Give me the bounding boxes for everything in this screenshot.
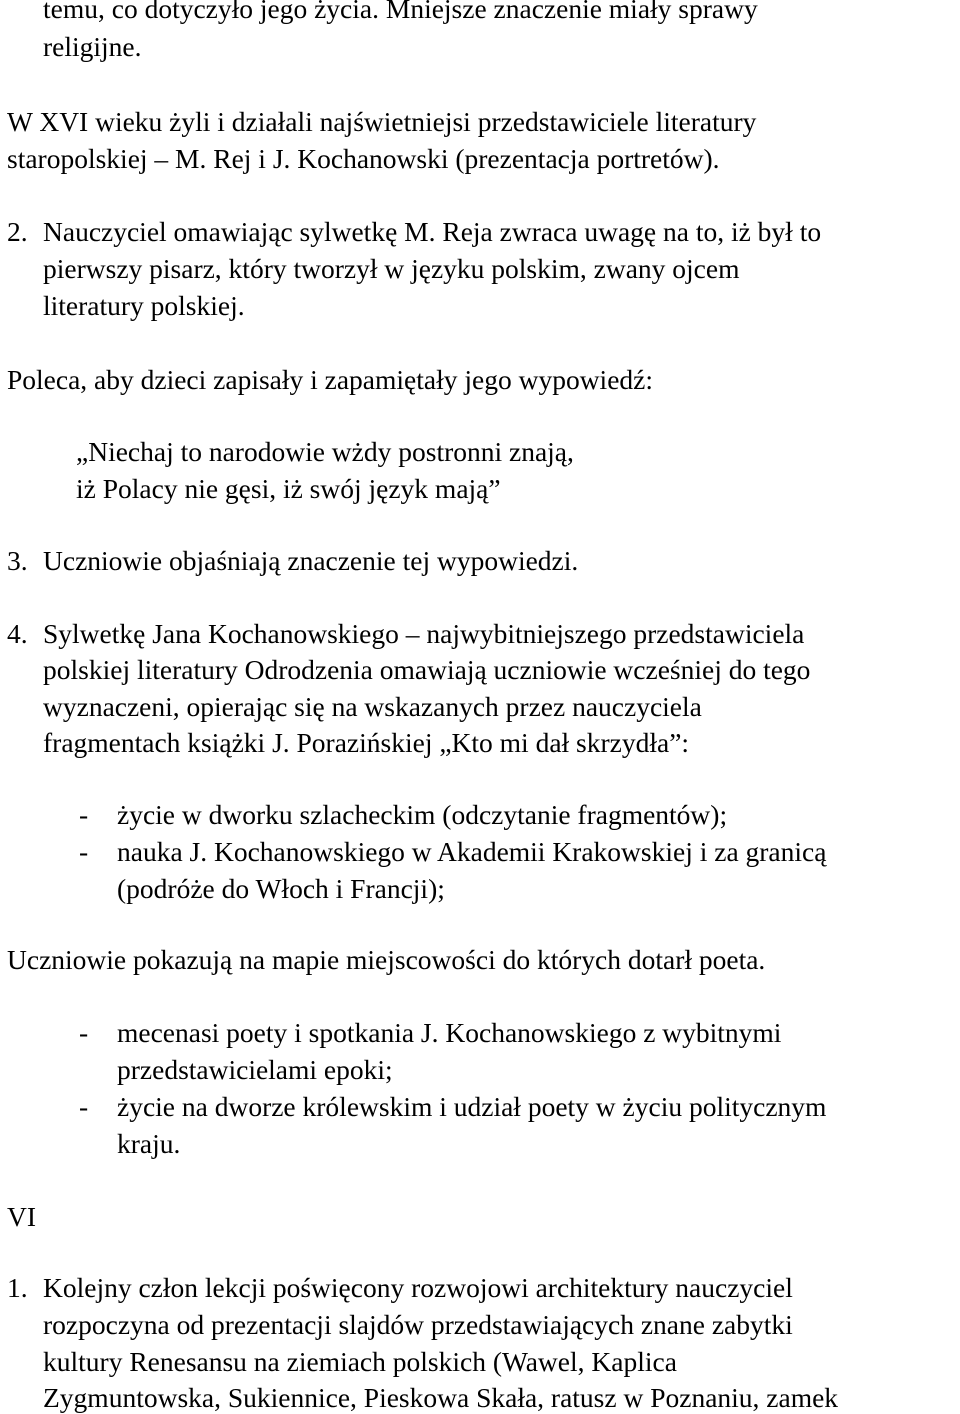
list-item-text: fragmentach książki J. Porazińskiej „Kto mi dał skrzydła”: [43, 727, 690, 758]
bullet-text: przedstawicielami epoki; [117, 1054, 393, 1085]
text-line: staropolskiej – M. Rej i J. Kochanowski (prezentacja portretów). [7, 143, 720, 174]
bullet-dash: - [79, 1017, 89, 1048]
text-line: Uczniowie pokazują na mapie miejscowości do których dotarł poeta. [7, 944, 766, 975]
list-item-text: Uczniowie objaśniają znaczenie tej wypowiedzi. [43, 545, 579, 576]
list-item-text: Zygmuntowska, Sukiennice, Pieskowa Skała, ratusz w Poznaniu, zamek [43, 1382, 839, 1413]
list-item-text: rozpoczyna od prezentacji slajdów przedstawiających znane zabytki [43, 1309, 793, 1340]
text-line: religijne. [43, 31, 142, 62]
list-item-text: Nauczyciel omawiając sylwetkę M. Reja zwraca uwagę na to, iż był to [43, 216, 822, 247]
text-line: W XVI wieku żyli i działali najświetniejsi przedstawiciele literatury [7, 106, 757, 137]
list-item-text: kultury Renesansu na ziemiach polskich (Wawel, Kaplica [43, 1346, 677, 1377]
text-line: Poleca, aby dzieci zapisały i zapamiętały jego wypowiedź: [7, 364, 653, 395]
text-line: temu, co dotyczyło jego życia. Mniejsze znaczenie miały sprawy [43, 0, 758, 24]
bullet-text: mecenasi poety i spotkania J. Kochanowskiego z wybitnymi [117, 1017, 782, 1048]
quote-line: „Niechaj to narodowie wżdy postronni znają, [76, 436, 574, 467]
bullet-text: życie na dworze królewskim i udział poety w życiu politycznym [117, 1091, 827, 1122]
quote-line: iż Polacy nie gęsi, iż swój język mają” [76, 473, 501, 504]
list-number: 4. [7, 618, 28, 649]
bullet-text: (podróże do Włoch i Francji); [117, 873, 445, 904]
list-item-text: Sylwetkę Jana Kochanowskiego – najwybitniejszego przedstawiciela [43, 618, 805, 649]
list-item-text: wyznaczeni, opierając się na wskazanych przez nauczyciela [43, 691, 702, 722]
bullet-dash: - [79, 836, 89, 867]
bullet-text: kraju. [117, 1128, 181, 1159]
bullet-text: nauka J. Kochanowskiego w Akademii Krakowskiej i za granicą [117, 836, 827, 867]
list-number: 3. [7, 545, 28, 576]
list-item-text: pierwszy pisarz, który tworzył w języku polskim, zwany ojcem [43, 253, 740, 284]
list-item-text: Kolejny człon lekcji poświęcony rozwojowi architektury nauczyciel [43, 1272, 793, 1303]
bullet-dash: - [79, 799, 89, 830]
list-number: 1. [7, 1272, 28, 1303]
section-heading: VI [7, 1201, 37, 1232]
list-item-text: literatury polskiej. [43, 290, 245, 321]
bullet-text: życie w dworku szlacheckim (odczytanie fragmentów); [117, 799, 728, 830]
list-item-text: polskiej literatury Odrodzenia omawiają uczniowie wcześniej do tego [43, 654, 811, 685]
list-number: 2. [7, 216, 28, 247]
bullet-dash: - [79, 1091, 89, 1122]
